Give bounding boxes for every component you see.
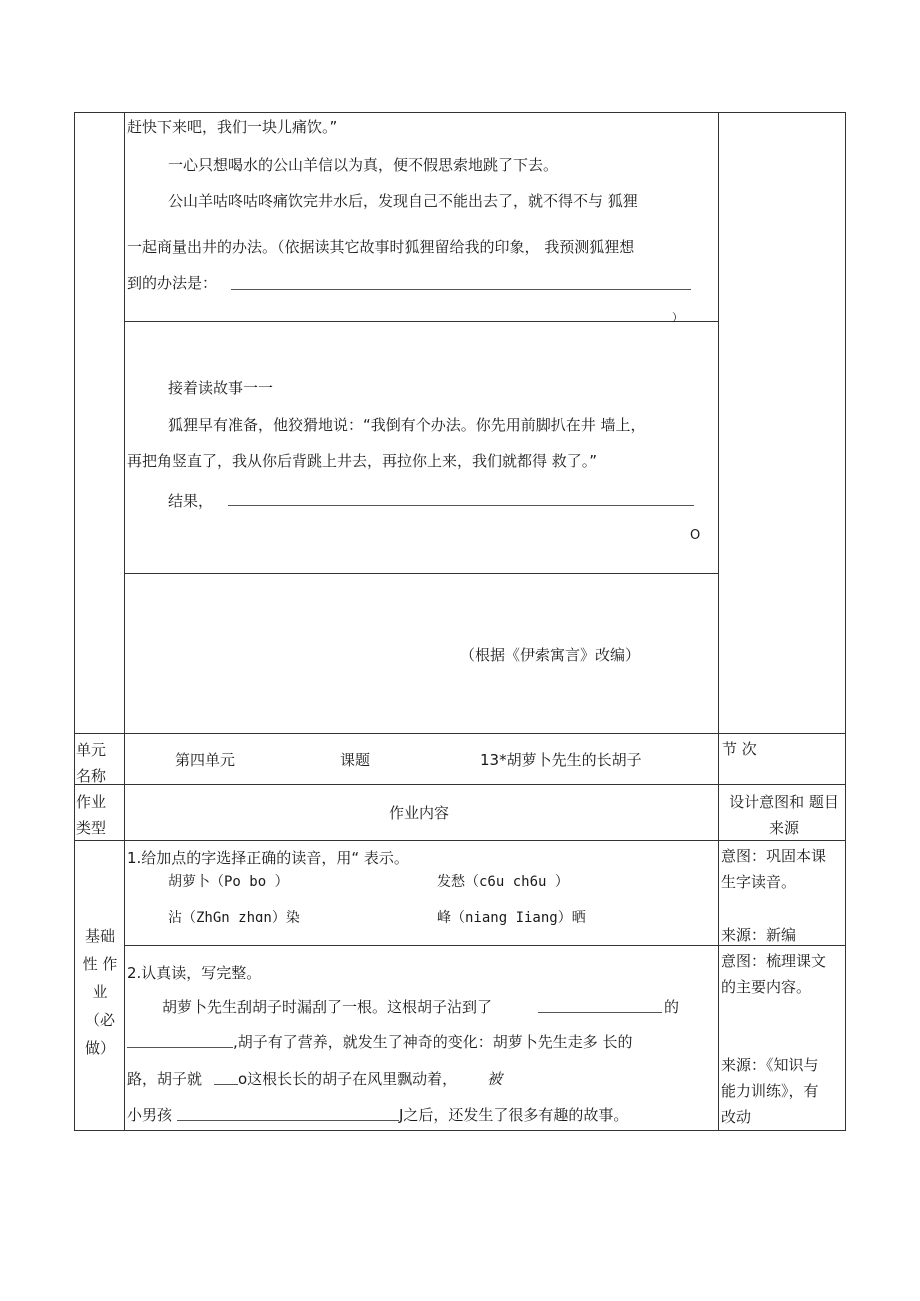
type-label: 作业类型 (76, 793, 107, 837)
category-label: 基础性 作业（必做） (82, 927, 118, 1057)
q2-title: 2.认真读，写完整。 (127, 964, 262, 982)
content-label: 作业内容 (389, 804, 450, 822)
prediction-blank[interactable] (231, 289, 691, 290)
q2-sentence-1-end: 的 (664, 998, 680, 1016)
story-line-4: 一起商量出井的办法。（依据读其它故事时狐狸留给我的印象， 我预测狐狸想 (127, 238, 635, 256)
q2-blank-1[interactable] (538, 1012, 662, 1013)
topic-value: 13*胡萝卜先生的长胡子 (480, 751, 642, 769)
q1-intent: 意图：巩固本课生字读音。 (721, 847, 827, 891)
story-line-3: 公山羊咕咚咕咚痛饮完井水后，发现自己不能出去了，就不得不与 狐狸 (168, 192, 638, 210)
q2-sentence-4a: 小男孩 (127, 1106, 173, 1124)
unit-name-label: 单元名称 (76, 741, 107, 785)
q2-blank-2[interactable] (127, 1047, 233, 1048)
q1-word-3[interactable]: 沾（ZhGn zhɑn）染 (168, 910, 300, 926)
q2-source: 来源：《知识与能力训练》，有改动 (721, 1056, 819, 1126)
story-line-2: 一心只想喝水的公山羊信以为真，便不假思索地跳了下去。 (168, 156, 559, 174)
story-line-6: 狐狸早有准备，他狡猾地说：“我倒有个办法。你先用前脚扒在井 墙上， (168, 416, 646, 434)
q2-sentence-1: 胡萝卜先生刮胡子时漏刮了一根。这根胡子沾到了 (162, 998, 493, 1016)
q1-word-2[interactable]: 发愁（c6u ch6u ） (437, 874, 569, 890)
intent-label: 设计意图和 题目来源 (729, 793, 839, 837)
q2-sentence-2: ,胡子有了营养，就发生了神奇的变化：胡萝卜先生走多 长的 (233, 1033, 633, 1051)
topic-label: 课题 (340, 751, 371, 769)
source-note: （根据《伊索寓言》改编） (460, 646, 641, 664)
inner-divider-2 (124, 573, 719, 574)
column-divider-1 (124, 112, 125, 1131)
q2-sentence-4b: J之后，还发生了很多有趣的故事。 (399, 1106, 629, 1124)
q2-intent: 意图：梳理课文的主要内容。 (721, 952, 827, 996)
q2-sentence-3a: 路，胡子就 (127, 1070, 203, 1088)
table-border-top (74, 112, 846, 113)
table-border-left (74, 112, 75, 1131)
result-end: O (690, 528, 701, 543)
prediction-label: 到的办法是： (127, 274, 218, 292)
result-blank[interactable] (228, 505, 694, 506)
result-label: 结果， (168, 492, 214, 510)
q1-word-4[interactable]: 峰（niang Iiang）晒 (437, 910, 586, 926)
unit-value: 第四单元 (175, 751, 236, 769)
q2-sentence-3b: o这根长长的胡子在风里飘动着， (238, 1070, 458, 1088)
inner-divider-1 (124, 321, 719, 322)
q2-blank-4[interactable] (177, 1120, 399, 1121)
row-divider-unit (74, 733, 846, 734)
story-line-1: 赶快下来吧，我们一块儿痛饮。” (127, 118, 338, 136)
table-border-bottom (74, 1130, 846, 1131)
column-divider-2 (718, 112, 719, 1131)
q1-source: 来源：新编 (721, 926, 797, 944)
q1-title: 1.给加点的字选择正确的读音，用“ 表示。 (127, 849, 409, 867)
q2-sentence-3c: 被 (487, 1070, 503, 1088)
story-line-7: 再把角竖直了，我从你后背跳上井去，再拉你上来，我们就都得 救了。” (127, 452, 598, 470)
section-title: 接着读故事一一 (168, 379, 274, 397)
q1-word-1[interactable]: 胡萝卜（Po bo ） (168, 874, 289, 890)
q2-blank-3[interactable] (214, 1084, 238, 1085)
row-divider-header (74, 784, 846, 785)
table-border-right (845, 112, 846, 1131)
prediction-close-paren: ） (672, 311, 683, 324)
row-divider-q2 (124, 945, 846, 946)
section-label: 节 次 (722, 740, 757, 758)
